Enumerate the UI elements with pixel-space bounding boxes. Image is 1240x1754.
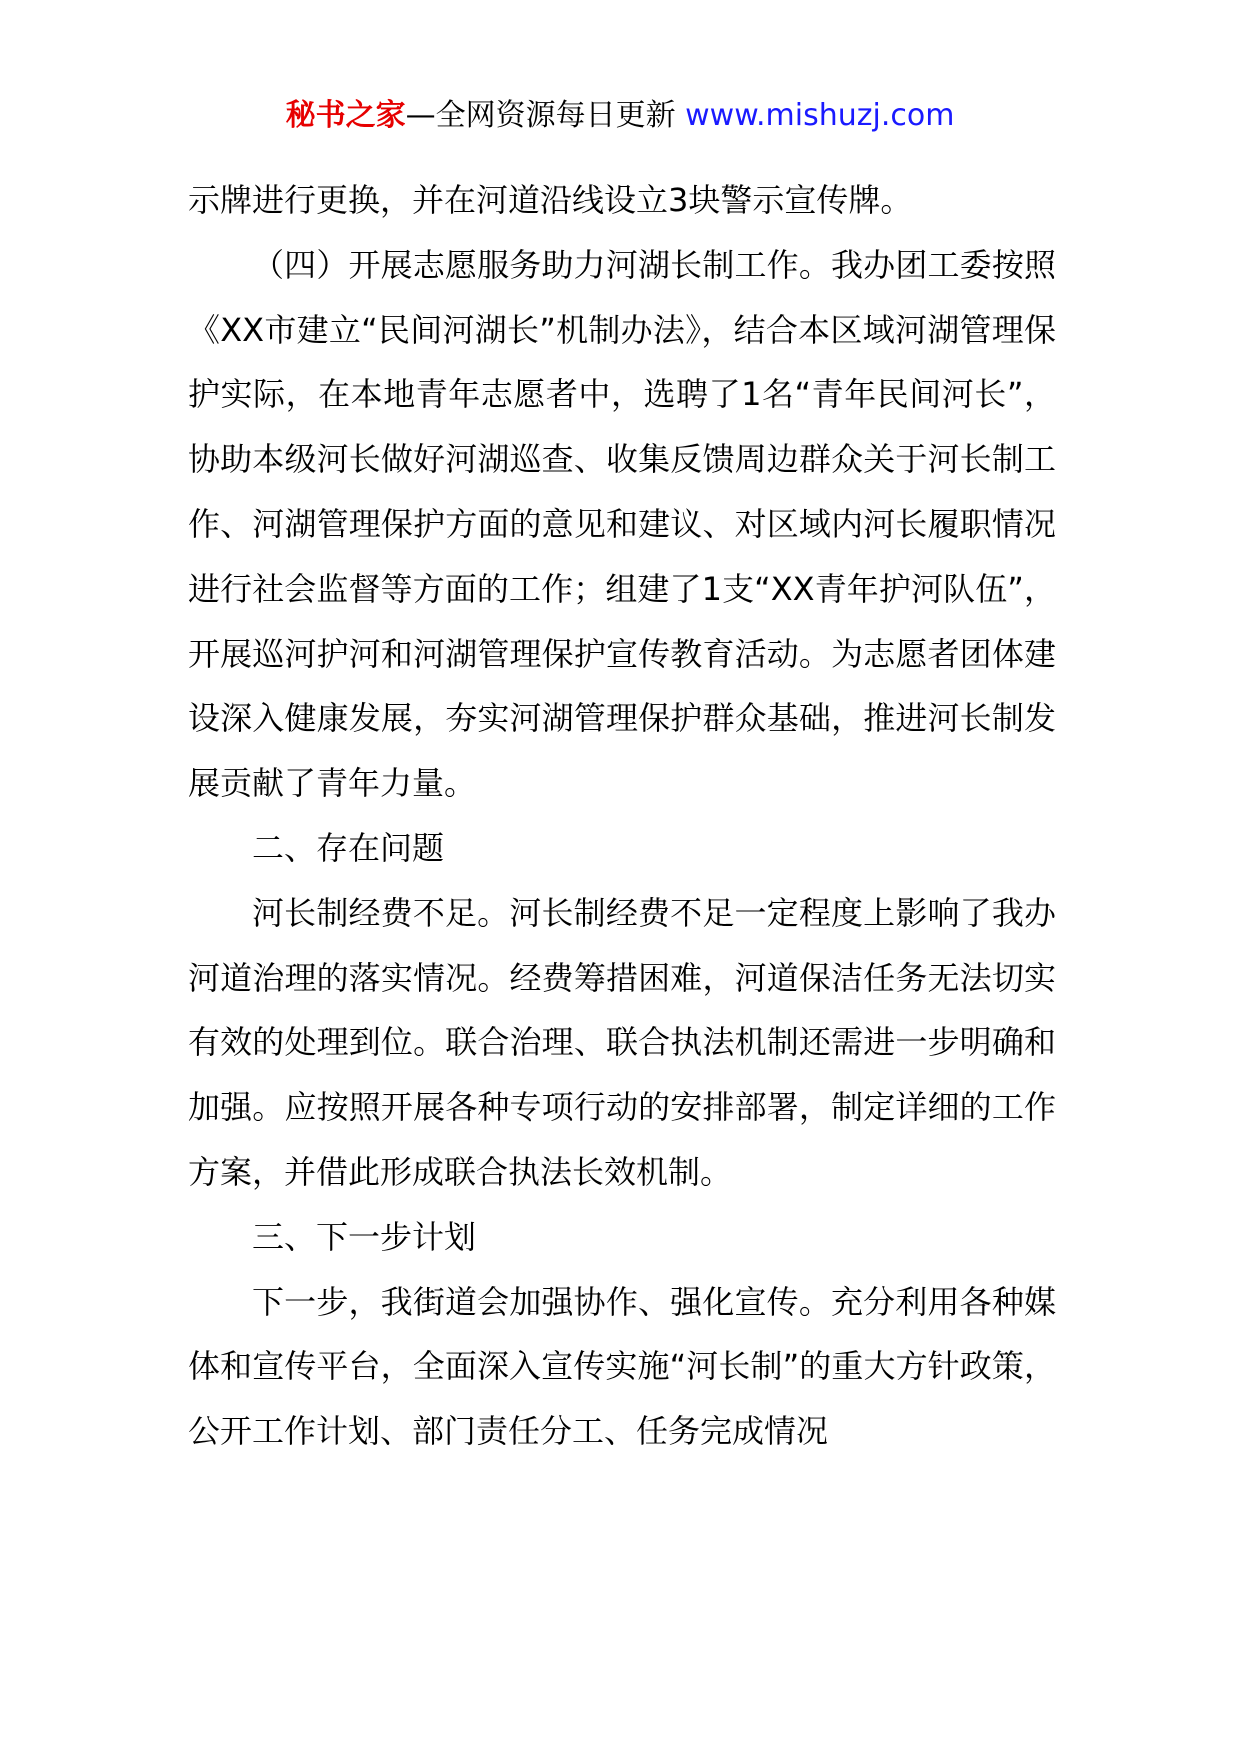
paragraph-volunteer-service: （四）开展志愿服务助力河湖长制工作。我办团工委按照《XX市建立“民间河湖长”机制办法》，结合本区域河湖管理保护实际，在本地青年志愿者中，选聘了1名“青年民间河长”，协助本级河长做好河湖巡查、收集反馈周边群众关于河长制工作、河湖管理保护方面的意见和建议、对区域内河长履职情况进行社会监督等方面的工作；组建了1支“XX青年护河队伍”，开展巡河护河和河湖管理保护宣传教育活动。为志愿者团体建设深入健康发展，夯实河湖管理保护群众基础，推进河长制发展贡献了青年力量。 <box>188 245 1056 803</box>
section-heading-next-steps: 三、下一步计划 <box>252 1217 477 1256</box>
paragraph-next-steps: 下一步，我街道会加强协作、强化宣传。充分利用各种媒体和宣传平台，全面深入宣传实施“河长制”的重大方针政策，公开工作计划、部门责任分工、任务完成情况 <box>188 1282 1056 1451</box>
site-header <box>0 96 1240 136</box>
site-brand: 秘书之家 <box>285 98 406 133</box>
site-tagline: —全网资源每日更新 <box>405 98 676 133</box>
section-heading-problems: 二、存在问题 <box>252 828 445 867</box>
document-body <box>188 168 1056 1464</box>
paragraph-funding-issue: 河长制经费不足。河长制经费不足一定程度上影响了我办河道治理的落实情况。经费筹措困难，河道保洁任务无法切实有效的处理到位。联合治理、联合执法机制还需进一步明确和加强。应按照开展各种专项行动的安排部署，制定详细的工作方案，并借此形成联合执法长效机制。 <box>188 893 1056 1191</box>
paragraph-continuation: 示牌进行更换，并在河道沿线设立3块警示宣传牌。 <box>188 181 913 219</box>
site-url-link[interactable]: www.mishuzj.com <box>685 98 955 133</box>
